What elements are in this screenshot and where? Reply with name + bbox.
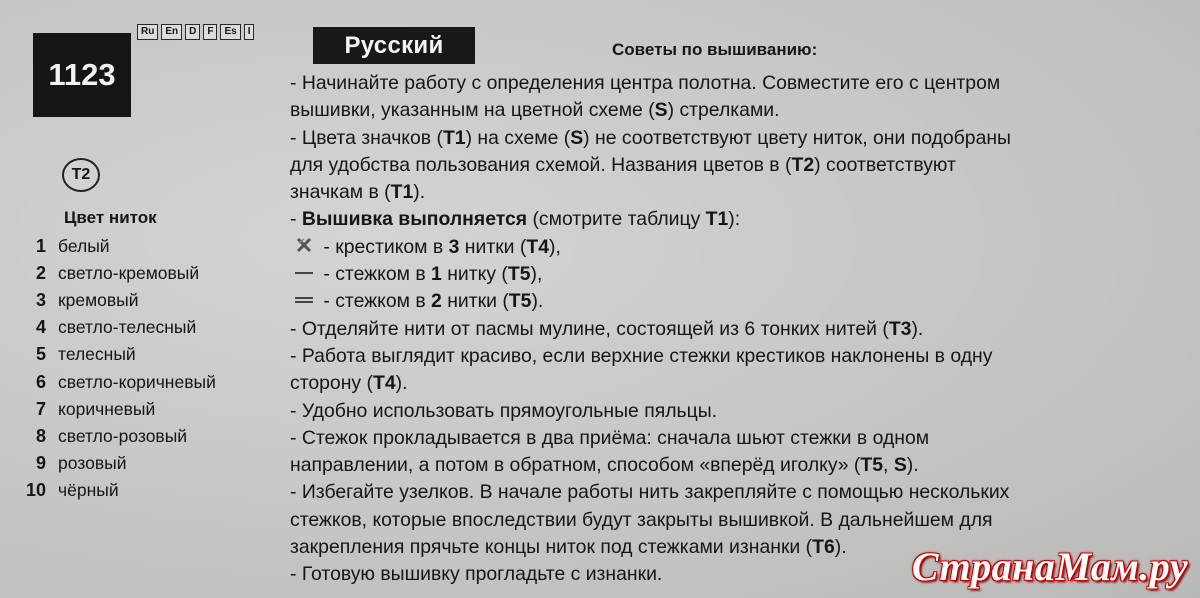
color-row — [12, 423, 216, 450]
tip-text: нитки ( — [441, 290, 509, 313]
tip-text: ). — [911, 317, 924, 340]
tip-text: нитку ( — [441, 263, 508, 286]
tip-line — [290, 206, 1195, 233]
tip-text: - крестиком в — [318, 235, 449, 258]
tip-text: ). — [413, 181, 426, 204]
tip-ref: T4 — [526, 235, 549, 258]
tip-line — [290, 234, 1195, 261]
lang-f: F — [203, 24, 217, 40]
double-stitch-icon — [290, 288, 318, 315]
lang-en: En — [161, 24, 182, 40]
product-code: 1123 — [33, 33, 131, 117]
tip-ref: T2 — [791, 153, 815, 176]
tip-text: ) не соответствуют цвету ниток, они подобраны — [583, 126, 1011, 149]
tip-text: ), — [530, 263, 543, 286]
tip-line — [290, 507, 1195, 534]
language-selector — [137, 24, 254, 40]
tip-text: ) стрелками. — [667, 99, 780, 122]
color-name: чёрный — [58, 479, 119, 500]
color-number: 2 — [35, 263, 46, 284]
color-name: светло-телесный — [58, 317, 197, 338]
tip-text: ): — [728, 208, 741, 231]
tip-text: (смотрите таблицу — [527, 208, 706, 231]
color-number: 9 — [35, 452, 46, 473]
color-list — [12, 233, 216, 504]
tip-text: - Работа выглядит красиво, если верхние стежки крестиков наклонены в одну — [290, 344, 993, 367]
color-name: кремовый — [58, 290, 139, 311]
color-row — [12, 233, 216, 260]
color-name: розовый — [58, 452, 127, 473]
color-name: телесный — [58, 344, 136, 365]
tip-ref: T1 — [442, 126, 466, 149]
tip-line — [290, 288, 1195, 315]
tip-text: - Цвета значков ( — [290, 126, 443, 149]
tip-text: закрепления прячьте концы ниток под стежками изнанки ( — [290, 536, 813, 559]
tip-text: нитки ( — [459, 235, 527, 258]
tip-ref: T5 — [507, 263, 531, 286]
tip-line — [290, 425, 1195, 452]
tip-text: стежков, которые впоследствии будут закрыты вышивкой. В дальнейшем для — [290, 508, 993, 531]
tip-line — [290, 70, 1195, 97]
tip-ref: T5 — [508, 290, 532, 313]
tip-text: - стежком в — [318, 263, 432, 286]
color-name: светло-кремовый — [58, 263, 200, 284]
tip-line — [290, 398, 1195, 425]
color-number: 1 — [35, 236, 46, 257]
tip-text: значкам в ( — [290, 181, 391, 204]
tip-text: - Готовую вышивку прогладьте с изнанки. — [290, 563, 663, 586]
tip-text: - Отделяйте нити от пасмы мулине, состоящей из 6 тонких нитей ( — [290, 317, 889, 340]
tips-title: Советы по вышиванию: — [612, 40, 818, 59]
tip-text: - стежком в — [318, 290, 432, 313]
color-number: 10 — [25, 479, 46, 500]
color-name: светло-коричневый — [58, 371, 216, 392]
color-number: 4 — [35, 317, 46, 338]
tip-line — [290, 343, 1195, 370]
tip-ref: T6 — [812, 536, 835, 559]
color-row — [12, 260, 216, 287]
tip-text: - Удобно использовать прямоугольные пяльцы. — [290, 399, 718, 422]
lang-ru: Ru — [137, 24, 158, 40]
color-number: 3 — [35, 290, 46, 311]
tip-text: для удобства пользования схемой. Названия цветов в ( — [290, 153, 792, 176]
tip-line — [290, 479, 1195, 506]
language-tab: Русский — [313, 27, 475, 64]
tip-text: ). — [834, 536, 847, 559]
tip-ref: T5 — [860, 454, 884, 477]
tip-text: - — [290, 208, 302, 231]
tip-text: , — [883, 454, 894, 477]
tip-text: вышивки, указанным на цветной схеме ( — [290, 99, 655, 122]
tip-ref: 2 — [431, 290, 442, 313]
colors-header: Цвет ниток — [64, 208, 157, 227]
color-name: коричневый — [58, 398, 156, 419]
tip-ref: S — [893, 454, 907, 477]
tip-text: ). — [531, 290, 544, 313]
tip-line — [290, 179, 1195, 206]
tip-ref: T3 — [888, 317, 912, 340]
tip-text: ). — [906, 454, 919, 477]
cross-stitch-icon — [290, 234, 318, 261]
color-row — [12, 287, 216, 314]
table-badge: T2 — [62, 158, 100, 192]
color-row — [12, 314, 216, 341]
tip-ref: S — [570, 126, 584, 149]
tips-body — [290, 70, 1195, 589]
site-watermark: СтранаМам.ру — [911, 544, 1188, 589]
lang-d: D — [185, 24, 200, 40]
tip-line — [290, 125, 1195, 152]
color-number: 8 — [35, 425, 46, 446]
tip-text: направлении, а потом в обратном, способом «вперёд иголку» ( — [290, 454, 861, 477]
tip-text: - Стежок прокладывается в два приёма: сначала шьют стежки в одном — [290, 426, 930, 449]
tip-text: - Избегайте узелков. В начале работы нить закрепляйте с помощью нескольких — [290, 481, 1010, 504]
tip-line — [290, 261, 1195, 288]
tip-emphasis: Вышивка выполняется — [301, 208, 528, 231]
tip-ref: 1 — [431, 263, 442, 286]
color-number: 7 — [35, 398, 46, 419]
tip-ref: T1 — [390, 181, 414, 204]
tip-text: ) соответствуют — [814, 153, 956, 176]
color-name: белый — [58, 236, 110, 257]
tip-text: ), — [549, 235, 561, 258]
color-row — [12, 396, 216, 423]
tip-text: ). — [395, 372, 408, 395]
color-number: 5 — [35, 344, 46, 365]
tip-ref: 3 — [448, 235, 460, 258]
color-row — [12, 368, 216, 395]
lang-es: Es — [220, 24, 240, 40]
tip-ref: T4 — [372, 372, 396, 395]
tip-line — [290, 97, 1195, 124]
single-stitch-icon — [290, 261, 318, 288]
tip-text: - Начинайте работу с определения центра полотна. Совместите его с центром — [290, 72, 1001, 94]
tip-line — [290, 370, 1195, 397]
tip-text: сторону ( — [290, 372, 373, 395]
tip-line — [290, 152, 1195, 179]
tip-line — [290, 452, 1195, 479]
color-name: светло-розовый — [58, 425, 188, 446]
color-row — [12, 341, 216, 368]
lang-i: I — [244, 24, 255, 40]
color-row — [12, 477, 216, 504]
tip-text: ) на схеме ( — [465, 126, 571, 149]
color-row — [12, 450, 216, 477]
tip-line — [290, 316, 1195, 343]
color-number: 6 — [35, 371, 46, 392]
tip-ref: T1 — [705, 208, 729, 231]
tip-ref: S — [654, 99, 668, 122]
